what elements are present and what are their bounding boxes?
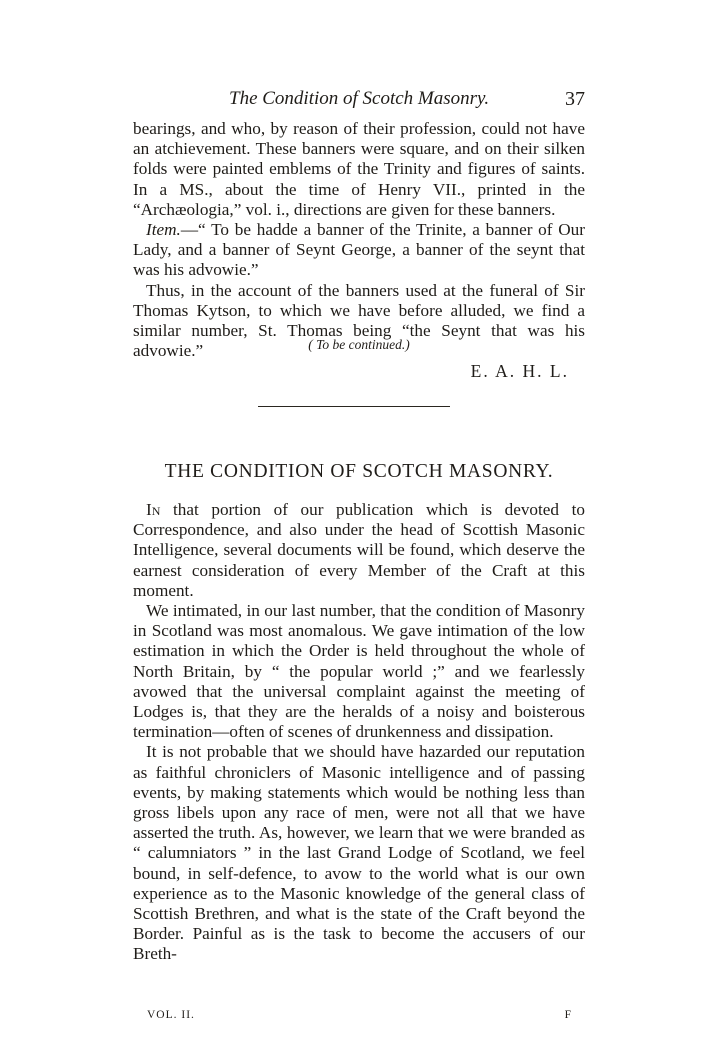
to-be-continued-note: ( To be continued.) bbox=[308, 337, 410, 352]
section-paragraph: We intimated, in our last number, that the condition of Masonry in Scotland was most anomalous. We gave intimation of the low estimation in which the Order is held throughout the whole of North Britain, by “ the popular world ;” and we fearlessly avowed that the universal complaint against the meeting of Lodges is, that they are the heralds of a noisy and boisterous termination—often of scenes of drunkenness and dissipation. bbox=[133, 601, 585, 742]
page-number: 37 bbox=[565, 88, 585, 110]
opening-text: that portion of our publication which is devoted to Correspondence, and also under the head of Scottish Masonic Intelligence, several documents will be found, which deserve the earnest consideration of every Member of the Craft at this moment. bbox=[133, 500, 585, 600]
running-head bbox=[133, 88, 585, 114]
page-footer bbox=[133, 1009, 585, 1025]
section-divider-rule bbox=[258, 406, 450, 407]
article-paragraph-item bbox=[133, 220, 585, 281]
volume-line: VOL. II. bbox=[147, 1009, 195, 1021]
printer-signature-mark: F bbox=[564, 1009, 571, 1021]
section-body bbox=[133, 500, 585, 965]
item-label: Item. bbox=[146, 220, 181, 240]
article-paragraph: bearings, and who, by reason of their profession, could not have an atchievement. These banners were square, and on their silken folds were painted emblems of the Trinity and figures of saints. In a MS., about the time of Henry VII., printed in the “Archæologia,” vol. i., directions are given for these banners. bbox=[133, 119, 585, 219]
item-text: —“ To be hadde a banner of the Trinite, a banner of Our Lady, and a banner of Seynt George, a banner of the seynt that was his advowie.” bbox=[133, 220, 585, 280]
section-heading: THE CONDITION OF SCOTCH MASONRY. bbox=[164, 461, 554, 482]
article-paragraph: Thus, in the account of the banners used at the funeral of Sir Thomas Kytson, to which we have before alluded, we find a similar number, St. Thomas being “the Seynt that was his advowie.” bbox=[133, 280, 585, 361]
section-paragraph: It is not probable that we should have hazarded our reputation as faithful chroniclers of Masonic intelligence and of passing events, by making statements which would be nothing less than gross libels upon any race of men, were not all that we have asserted the truth. As, however, we learn that we were branded as “ calumniators ” in the last Grand Lodge of Scotland, we feel bound, in self-defence, to avow to the world what is our own experience as to the Masonic knowledge of the general class of Scottish Brethren, and what is the state of the Craft beyond the Border. Painful as is the task to become the accusers of our Breth- bbox=[133, 742, 585, 964]
opening-word: In bbox=[146, 500, 161, 519]
section-paragraph bbox=[133, 500, 585, 601]
running-title: The Condition of Scotch Masonry. bbox=[229, 88, 490, 109]
author-signature: E. A. H. L. bbox=[470, 361, 569, 382]
